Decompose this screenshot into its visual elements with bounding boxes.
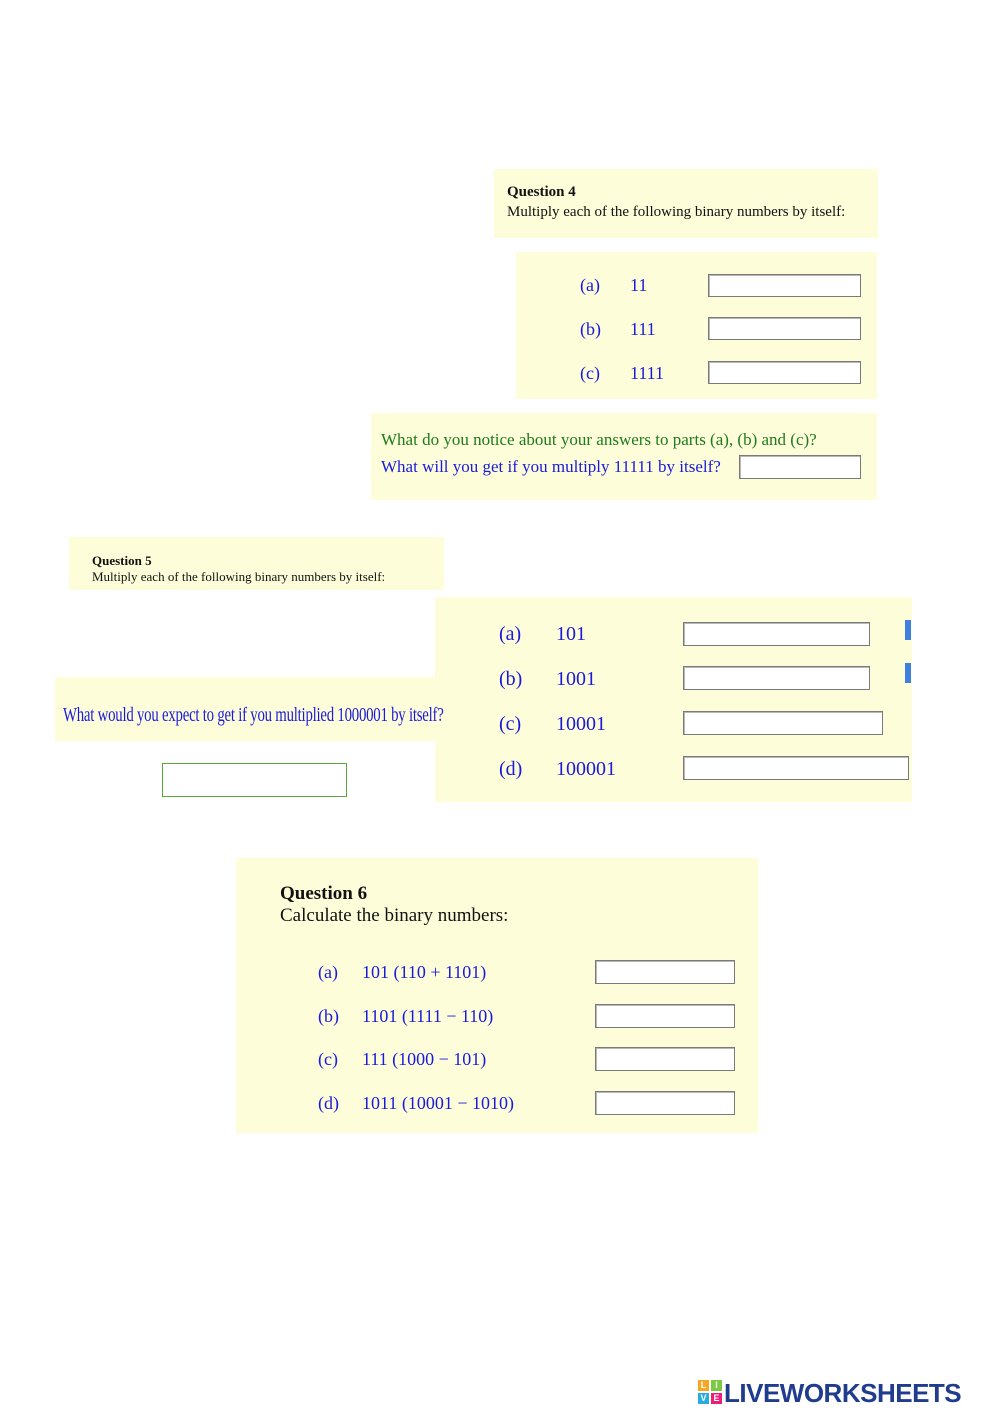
q4-item-b-label: (b) <box>580 319 601 339</box>
q5-marker-a <box>905 620 911 640</box>
q5-expect-prompt: What would you expect to get if you multiplied 1000001 by itself? <box>63 704 444 726</box>
q4-followup-prompt: What will you get if you multiply 11111 by itself? <box>381 457 721 476</box>
q4-item-b-value: 111 <box>630 319 656 339</box>
q5-item-b-value: 1001 <box>556 668 596 690</box>
q6-item-d-label: (d) <box>318 1093 339 1113</box>
q4-item-a-label: (a) <box>580 275 600 295</box>
q6-item-b-expr: 1101 (1111 − 110) <box>362 1006 494 1026</box>
q4-title: Question 4 <box>507 184 576 200</box>
q5-item-c-value: 10001 <box>556 713 606 735</box>
q4-item-a-value: 11 <box>630 275 648 295</box>
q6-answer-b-input[interactable] <box>595 1004 735 1028</box>
q6-instruction: Calculate the binary numbers: <box>280 905 509 926</box>
q5-marker-b <box>905 663 911 683</box>
q5-item-a-value: 101 <box>556 623 586 645</box>
q6-answer-d-input[interactable] <box>595 1091 735 1115</box>
q4-answer-a-input[interactable] <box>708 274 861 297</box>
q4-answer-b-input[interactable] <box>708 317 861 340</box>
q5-item-b-label: (b) <box>499 668 523 690</box>
q6-item-d-expr: 1011 (10001 − 1010) <box>362 1093 514 1113</box>
q5-item-a-label: (a) <box>499 623 522 645</box>
q5-item-c-label: (c) <box>499 713 522 735</box>
q6-item-a-expr: 101 (110 + 1101) <box>362 962 487 982</box>
q5-answer-c-input[interactable] <box>683 711 883 735</box>
q6-answer-c-input[interactable] <box>595 1047 735 1071</box>
q5-item-d-label: (d) <box>499 758 523 780</box>
q5-answer-b-input[interactable] <box>683 666 870 690</box>
q6-item-a-label: (a) <box>318 962 338 982</box>
q4-instruction: Multiply each of the following binary numbers by itself: <box>507 204 846 220</box>
liveworksheets-logo <box>698 1378 994 1408</box>
q6-item-c-label: (c) <box>318 1049 338 1069</box>
q6-item-b-label: (b) <box>318 1006 339 1026</box>
q4-notice-prompt: What do you notice about your answers to parts (a), (b) and (c)? <box>381 430 817 449</box>
q6-answer-a-input[interactable] <box>595 960 735 984</box>
q5-answer-d-input[interactable] <box>683 756 909 780</box>
q5-instruction: Multiply each of the following binary numbers by itself: <box>92 569 386 584</box>
q6-title: Question 6 <box>280 883 368 904</box>
q6-item-c-expr: 111 (1000 − 101) <box>362 1049 487 1069</box>
q4-answer-c-input[interactable] <box>708 361 861 384</box>
q5-item-d-value: 100001 <box>556 758 616 780</box>
q5-answer-a-input[interactable] <box>683 622 870 646</box>
logo-wordmark: LIVEWORKSHEETS <box>724 1378 962 1408</box>
q4-item-c-label: (c) <box>580 363 600 383</box>
q4-item-c-value: 1111 <box>630 363 664 383</box>
logo-icon: L I V E <box>698 1380 722 1404</box>
q5-expect-answer-input[interactable] <box>162 763 347 797</box>
q4-followup-answer-input[interactable] <box>739 455 861 479</box>
q5-title: Question 5 <box>92 553 152 568</box>
